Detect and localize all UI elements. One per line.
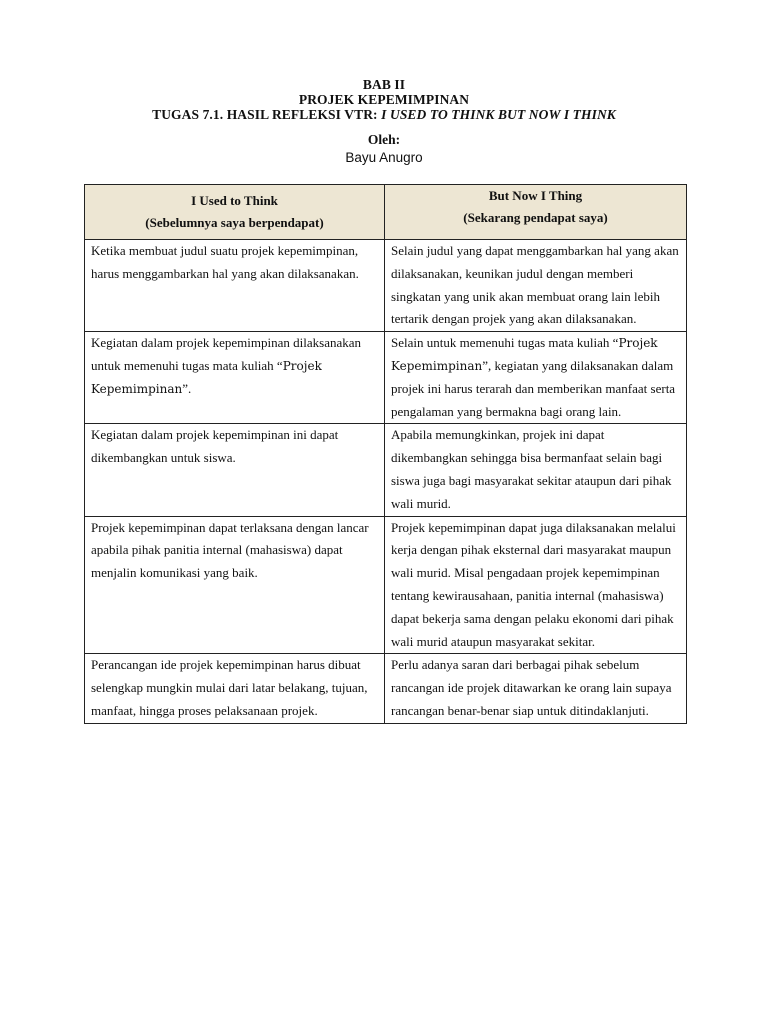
task-title <box>0 107 768 122</box>
cell-before <box>85 332 385 424</box>
document-header <box>0 77 768 167</box>
task-title-prefix: TUGAS 7.1. HASIL REFLEKSI VTR: <box>152 107 382 122</box>
column-header-after-subtitle: (Sekarang pendapat saya) <box>463 210 608 225</box>
column-header-after-title: But Now I Thing <box>488 188 583 203</box>
column-header-before-title: I Used to Think <box>191 193 278 208</box>
cell-before-text-end: ”. <box>182 380 192 396</box>
cell-before: Projek kepemimpinan dapat terlaksana dengan lancar apabila pihak panitia internal (mahasiswa) dapat menjalin komunikasi yang baik. <box>85 516 385 654</box>
table-row <box>85 654 687 723</box>
column-header-before-subtitle: (Sebelumnya saya berpendapat) <box>145 215 324 230</box>
table-row <box>85 516 687 654</box>
cell-before: Kegiatan dalam projek kepemimpinan ini dapat dikembangkan untuk siswa. <box>85 424 385 516</box>
by-label: Oleh: <box>367 132 401 147</box>
cell-after: Selain judul yang dapat menggambarkan hal yang akan dilaksanakan, keunikan judul dengan memberi singkatan yang unik akan membuat orang lain lebih tertarik dengan projek yang akan dilaksanakan. <box>385 240 687 332</box>
cell-before-quoted: Projek Kepemimpinan <box>91 358 322 396</box>
cell-after-text-end: ”, kegiatan yang dilaksanakan dalam projek ini harus terarah dan memberikan manfaat serta pengalaman yang bermakna bagi orang lain. <box>391 357 676 419</box>
table-row <box>85 424 687 516</box>
task-title-italic: I USED TO THINK BUT NOW I THINK <box>381 107 616 122</box>
column-header-after <box>385 185 687 240</box>
cell-after-quoted: Projek Kepemimpinan <box>391 336 658 373</box>
author-name: Bayu Anugro <box>345 150 423 165</box>
cell-before: Perancangan ide projek kepemimpinan harus dibuat selengkap mungkin mulai dari latar belakang, tujuan, manfaat, hingga proses pelaksanaan projek. <box>85 654 385 723</box>
cell-before: Ketika membuat judul suatu projek kepemimpinan, harus menggambarkan hal yang akan dilaksanakan. <box>85 240 385 332</box>
cell-after: Apabila memungkinkan, projek ini dapat dikembangkan sehingga bisa bermanfaat selain bagi siswa juga bagi masyarakat sekitar ataupun dari pihak wali murid. <box>385 424 687 516</box>
column-header-before <box>85 185 385 240</box>
cell-after-text: Selain untuk memenuhi tugas mata kuliah “ <box>391 335 619 351</box>
cell-after: Perlu adanya saran dari berbagai pihak sebelum rancangan ide projek ditawarkan ke orang lain supaya rancangan benar-benar siap untuk ditindaklanjuti. <box>385 654 687 723</box>
table-row <box>85 240 687 332</box>
cell-after: Projek kepemimpinan dapat juga dilaksanakan melalui kerja dengan pihak eksternal dari masyarakat maupun wali murid. Misal pengadaan projek kepemimpinan tentang kewirausahaan, panitia internal (mahasiswa) dapat bekerja sama dengan pelaku ekonomi dari pihak wali murid ataupun masyarakat sekitar. <box>385 516 687 654</box>
chapter-title: PROJEK KEPEMIMPINAN <box>298 92 470 107</box>
cell-after <box>385 332 687 424</box>
cell-before-text: Kegiatan dalam projek kepemimpinan dilaksanakan untuk memenuhi tugas mata kuliah “ <box>91 335 362 373</box>
reflection-table <box>84 184 687 724</box>
table-header-row <box>85 185 687 240</box>
chapter-label: BAB II <box>362 77 406 92</box>
table-row <box>85 332 687 424</box>
